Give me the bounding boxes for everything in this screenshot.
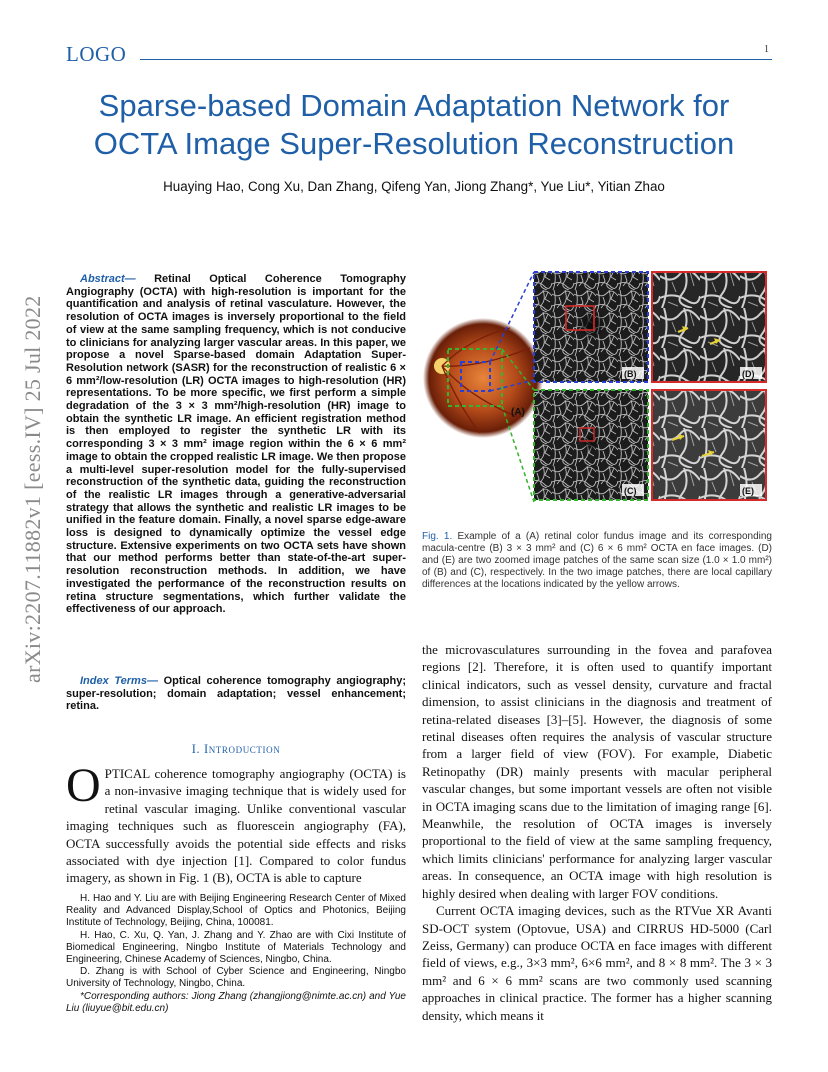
intro-paragraph bbox=[66, 759, 406, 887]
author-list: Huaying Hao, Cong Xu, Dan Zhang, Qifeng Yan, Jiong Zhang*, Yue Liu*, Yitian Zhao bbox=[163, 179, 665, 194]
header-rule bbox=[140, 59, 772, 60]
index-terms-label: Index Terms— bbox=[80, 675, 158, 687]
footnote-corresponding: *Corresponding authors: Jiong Zhang (zhangjiong@nimte.ac.cn) and Yue Liu (liuyue@bit.edu.cn) bbox=[66, 990, 406, 1014]
octa-6x6-image bbox=[534, 390, 648, 500]
zoom-patch-d bbox=[652, 272, 766, 382]
index-terms bbox=[66, 675, 406, 713]
zoom-patch-e bbox=[652, 390, 766, 500]
intro-text: coherence tomography angiography (OCTA) is a non-invasive imaging technique that is widely used for retinal vascular imaging. Unlike conventional vascular imaging techniques such as fluorescein angiography (FA), OCTA successfully avoids the potential side effects and risks associated with dye injection [1]. Compared to color fundus imagery, as shown in Fig. 1 (B), OCTA is able to capture bbox=[66, 766, 406, 886]
footnotes bbox=[66, 893, 406, 1015]
footnote-affiliation-3: D. Zhang is with School of Cyber Science and Engineering, Ningbo University of Technology, Ningbo, China. bbox=[66, 966, 406, 990]
figure-1 bbox=[420, 268, 772, 520]
label-b: (B) bbox=[624, 369, 637, 379]
page-number: 1 bbox=[764, 44, 769, 55]
title-line-1: Sparse-based Domain Adaptation Network for bbox=[98, 88, 730, 123]
caption-label: Fig. 1. bbox=[422, 531, 453, 542]
section-title: Introduction bbox=[203, 742, 281, 756]
caption-text: Example of a (A) retinal color fundus image and its corresponding macula-centre (B) 3 × 3 mm² and (C) 6 × 6 mm² OCTA en face images. (D) and (E) are two zoomed image patches of the same scan size (1.0 × 1.0 mm²) of (B) and (C), respectively. In the two image patches, there are local capillary differences at the locations indicated by the yellow arrows. bbox=[422, 531, 772, 590]
right-column-body bbox=[422, 641, 772, 1024]
index-terms-text: Optical coherence tomography angiography; super-resolution; domain adaptation; vessel enhancement; retina. bbox=[66, 675, 406, 713]
footnote-affiliation-1: H. Hao and Y. Liu are with Beijing Engineering Research Center of Mixed Reality and Advanced Display,School of Optics and Photonics, Beijing Institute of Technology, Beijing, China, 100081. bbox=[66, 893, 406, 929]
abstract-text: Retinal Optical Coherence Tomography Angiography (OCTA) with high-resolution is important for the quantification and analysis of retinal vasculature. However, the resolution of OCTA images is inversely proportional to the field of view at the same sampling frequency, which is not conducive to clinicians for analyzing larger vascular areas. In this paper, we propose a novel Sparse-based domain Adaptation Super-Resolution network (SASR) for the reconstruction of realistic 6 × 6 mm²/low-resolution (LR) OCTA images to high-resolution (HR) representations. To be more specific, we first perform a simple degradation of the 3 × 3 mm²/high-resolution (HR) image to obtain the synthetic LR image. An efficient registration method is then employed to register the synthetic LR with its corresponding 3 × 3 mm² image region within the 6 × 6 mm² image to obtain the cropped realistic LR image. We then propose a multi-level super-resolution model for the fully-supervised reconstruction of the synthetic data, guiding the reconstruction of the realistic LR images through a generative-adversarial strategy that allows the synthetic and realistic LR images to be unified in the feature domain. Finally, a novel sparse edge-aware loss is designed to dynamically optimize the vessel edge structure. Extensive experiments on two OCTA sets have shown that our method performs better than state-of-the-art super-resolution reconstruction methods. In addition, we have investigated the performance of the reconstruction results on retina structure segmentations, which further validate the effectiveness of our approach. bbox=[66, 273, 407, 616]
abstract bbox=[66, 273, 406, 616]
label-e: (E) bbox=[742, 486, 754, 496]
paper-title bbox=[40, 87, 788, 163]
intro-first-word: PTICAL bbox=[104, 766, 150, 781]
label-c: (C) bbox=[624, 486, 637, 496]
label-a: (A) bbox=[511, 407, 525, 418]
figure-1-graphic bbox=[420, 268, 772, 520]
label-d: (D) bbox=[742, 369, 755, 379]
right-paragraph-1: the microvasculatures surrounding in the fovea and parafovea regions [2]. Therefore, it is often used to quantify important clinical indicators, such as vessel density, curvature and fractal dimension, to assist clinicians in the diagnosis and treatment of retina-related diseases [3]–[5]. However, the diagnosis of some retinal diseases often requires the analysis of vascular structure from a larger field of view (FOV). For example, Diabetic Retinopathy (DR) mainly presents with macular peripheral vascular changes, but some important vessels are often not visible in OCTA imaging scans due to the limitation of imaging range [6]. Meanwhile, the resolution of OCTA images is inversely proportional to the field of view at the same sampling frequency, which limits clinicians' performance for analyzing larger vascular areas. In consequence, an OCTA image with high resolution is highly desired when dealing with larger FOV conditions. bbox=[422, 642, 772, 901]
right-paragraph-2: Current OCTA imaging devices, such as the RTVue XR Avanti SD-OCT system (Optovue, USA) and CIRRUS HD-5000 (Carl Zeiss, Germany) can produce OCTA en face images with different field of views, e.g., 3×3 mm², 6×6 mm², and 8 × 8 mm². The 3 × 3 mm² and 6 × 6 mm² scans are two commonly used scanning approaches in clinical practice. The former has a higher scanning density, which means it bbox=[422, 903, 772, 1023]
octa-3x3-image bbox=[534, 272, 648, 382]
abstract-label: Abstract— bbox=[80, 273, 136, 285]
section-heading bbox=[66, 742, 406, 757]
journal-logo: LOGO bbox=[66, 42, 127, 66]
drop-cap: O bbox=[66, 759, 101, 812]
section-number: I. bbox=[191, 742, 201, 756]
footnote-affiliation-2: H. Hao, C. Xu, Q. Yan, J. Zhang and Y. Zhao are with Cixi Institute of Biomedical Engineering, Ningbo Institute of Materials Technology and Engineering, Chinese Academy of Sciences, Ningbo, China. bbox=[66, 929, 406, 966]
title-line-2: OCTA Image Super-Resolution Reconstruction bbox=[93, 126, 735, 161]
figure-caption bbox=[422, 531, 772, 591]
arxiv-stamp: arXiv:2207.11882v1 [eess.IV] 25 Jul 2022 bbox=[20, 295, 45, 683]
